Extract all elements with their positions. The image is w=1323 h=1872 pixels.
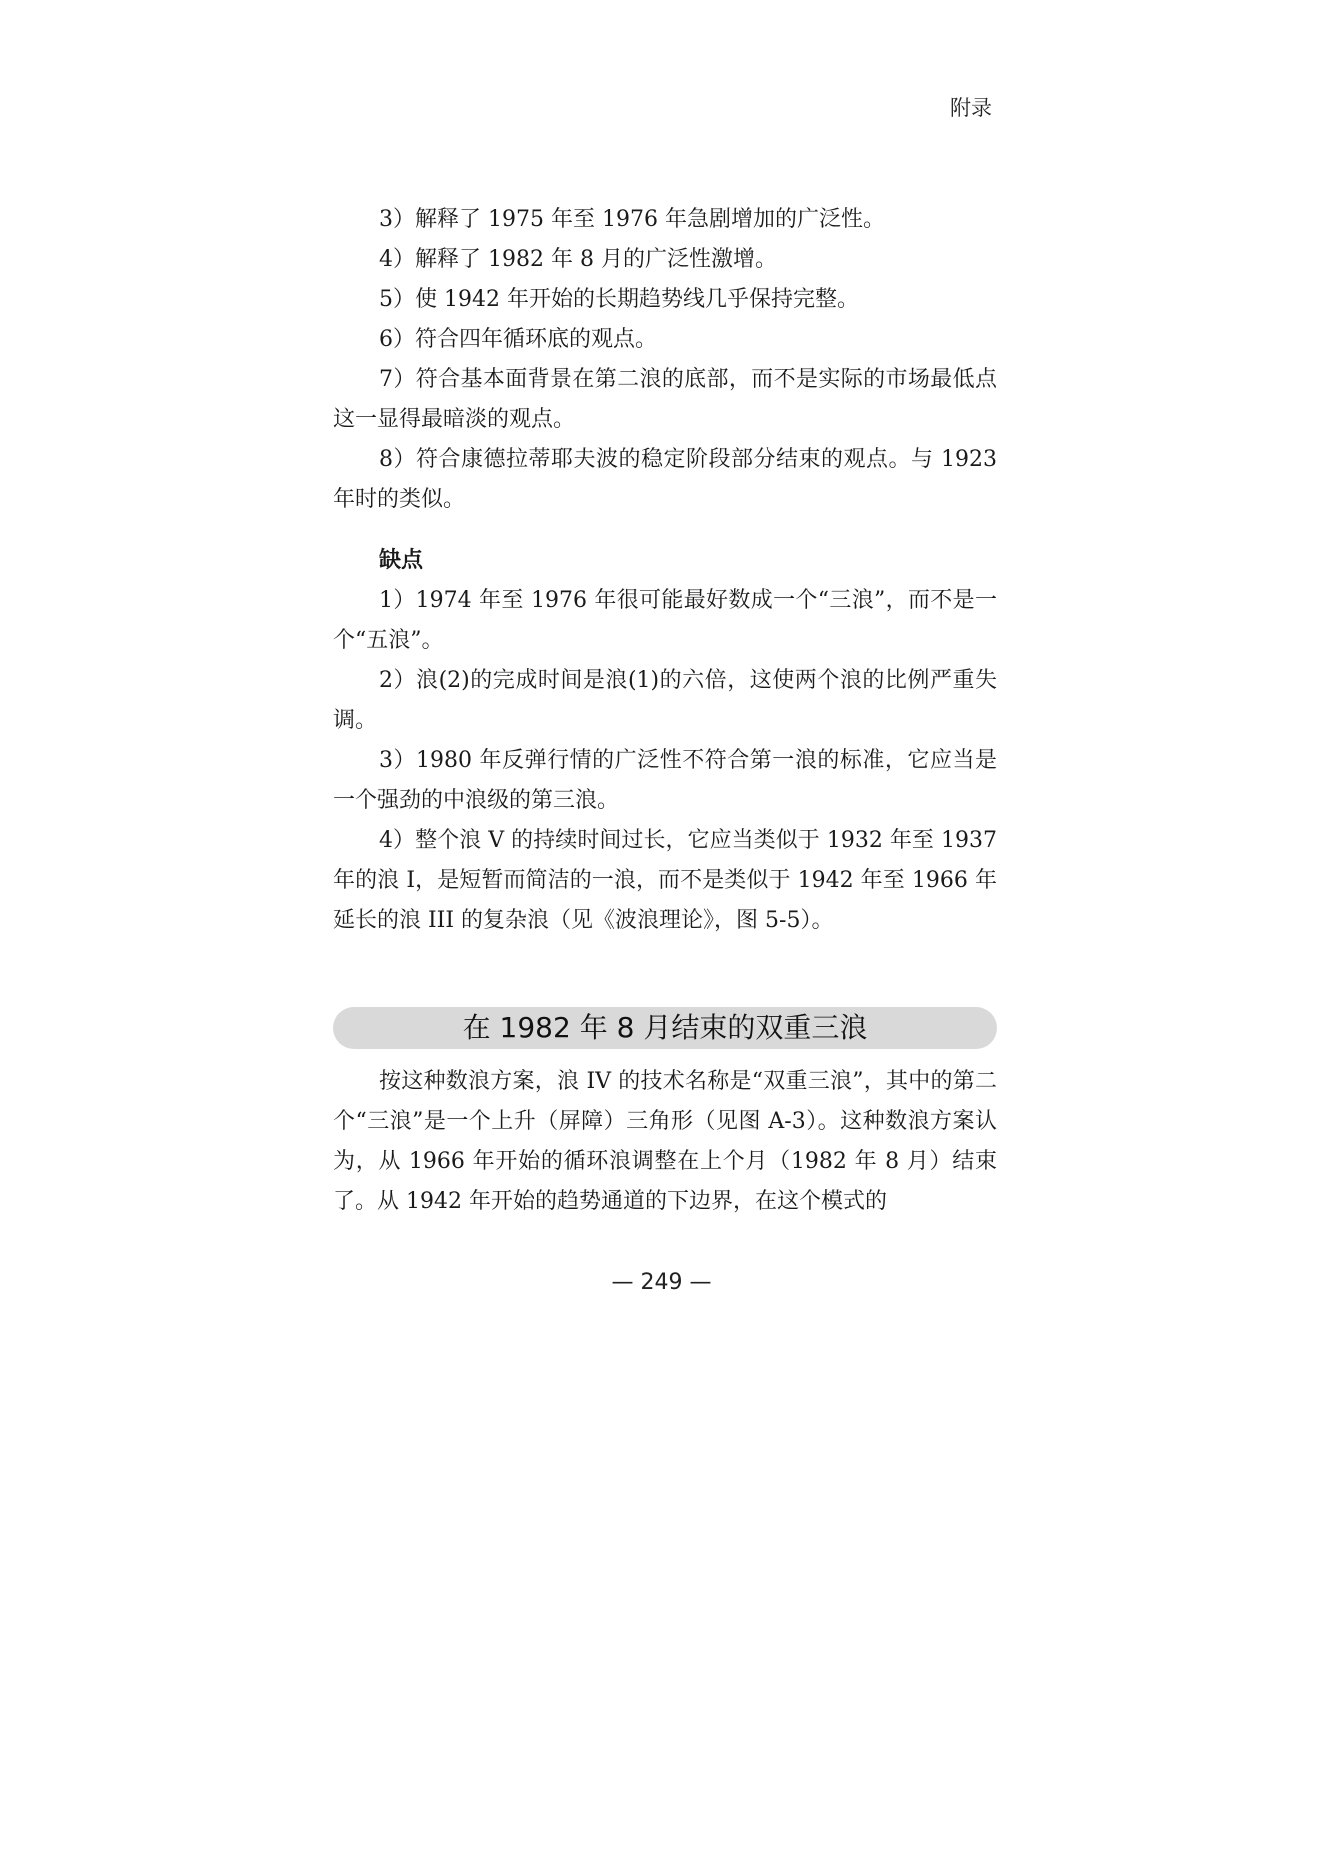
list-item: 8）符合康德拉蒂耶夫波的稳定阶段部分结束的观点。与 1923 年时的类似。 (333, 447, 997, 512)
list-item: 6）符合四年循环底的观点。 (379, 327, 657, 352)
list-item: 1）1974 年至 1976 年很可能最好数成一个“三浪”，而不是一个“五浪”。 (333, 588, 997, 653)
disadvantages-section (333, 541, 997, 941)
list-item: 3）解释了 1975 年至 1976 年急剧增加的广泛性。 (379, 207, 885, 232)
body-paragraph: 按这种数浪方案，浪 IV 的技术名称是“双重三浪”，其中的第二个“三浪”是一个上升（屏障）三角形（见图 A-3）。这种数浪方案认为，从 1966 年开始的循环浪调整在上个月（1982 年 8 月）结束了。从 1942 年开始的趋势通道的下边界，在这个模式的 (333, 1069, 997, 1214)
list-item: 3）1980 年反弹行情的广泛性不符合第一浪的标准，它应当是一个强劲的中浪级的第三浪。 (333, 748, 997, 813)
section-body (333, 1062, 997, 1222)
running-head: 附录 (950, 96, 992, 120)
advantages-list (333, 200, 997, 520)
list-item: 4）整个浪 V 的持续时间过长，它应当类似于 1932 年至 1937 年的浪 I，是短暂而简洁的一浪，而不是类似于 1942 年至 1966 年延长的浪 III 的复杂浪（见《波浪理论》，图 5-5）。 (333, 828, 997, 933)
list-item: 7）符合基本面背景在第二浪的底部，而不是实际的市场最低点这一显得最暗淡的观点。 (333, 367, 997, 432)
list-item: 4）解释了 1982 年 8 月的广泛性激增。 (379, 247, 777, 272)
list-item: 5）使 1942 年开始的长期趋势线几乎保持完整。 (379, 287, 859, 312)
disadvantages-heading: 缺点 (379, 548, 424, 573)
section-heading: 在 1982 年 8 月结束的双重三浪 (333, 1007, 997, 1049)
page-number: — 249 — (611, 1270, 712, 1295)
list-item: 2）浪(2)的完成时间是浪(1)的六倍，这使两个浪的比例严重失调。 (333, 668, 997, 733)
